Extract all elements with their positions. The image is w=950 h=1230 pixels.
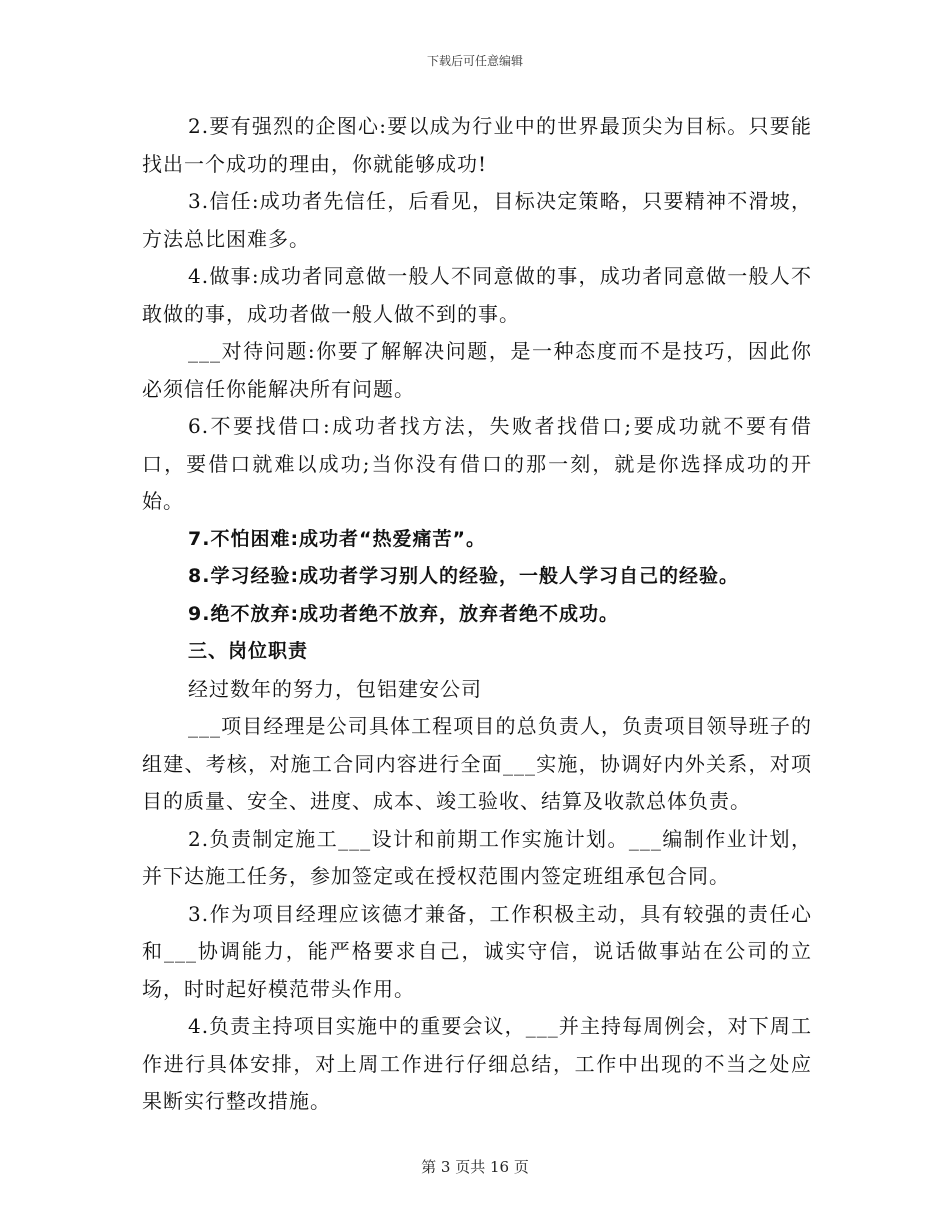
paragraph-not-afraid: 7.不怕困难:成功者“热爱痛苦”。 <box>188 527 487 550</box>
paragraph-duty-4: 4.负责主持项目实施中的重要会议，___并主持每周例会，对下周工作进行具体安排，对上周工作进行仔细总结，工作中出现的不当之处应果断实行整改措施。 <box>142 1014 812 1113</box>
paragraph-intro: 经过数年的努力，包铝建安公司 <box>188 676 482 701</box>
paragraph-duty-2: 2.负责制定施工___设计和前期工作实施计划。___编制作业计划，并下达施工任务，参加签定或在授权范围内签定班组承包合同。 <box>142 826 812 888</box>
paragraph-ambition: 2.要有强烈的企图心:要以成为行业中的世界最顶尖为目标。只要能找出一个成功的理由，你就能够成功! <box>142 114 812 176</box>
paragraph-duty-1: ___项目经理是公司具体工程项目的总负责人，负责项目领导班子的组建、考核，对施工合同内容进行全面___实施，协调好内外关系，对项目的质量、安全、进度、成本、竣工验收、结算及收款总体负责。 <box>142 714 812 813</box>
paragraph-doing: 4.做事:成功者同意做一般人不同意做的事，成功者同意做一般人不敢做的事，成功者做一般人做不到的事。 <box>142 264 812 326</box>
paragraph-problems: ___对待问题:你要了解解决问题，是一种态度而不是技巧，因此你必须信任你能解决所有问题。 <box>142 339 812 401</box>
section-heading: 三、岗位职责 <box>188 640 309 662</box>
paragraph-trust: 3.信任:成功者先信任，后看见，目标决定策略，只要精神不滑坡，方法总比困难多。 <box>142 189 812 251</box>
paragraph-never-give-up: 9.绝不放弃:成功者绝不放弃，放弃者绝不成功。 <box>188 602 620 625</box>
paragraph-learn-experience: 8.学习经验:成功者学习别人的经验，一般人学习自己的经验。 <box>188 565 740 587</box>
document-body <box>142 108 812 1121</box>
page-header: 下载后可任意编辑 <box>426 54 523 68</box>
page-footer: 第 3 页共 16 页 <box>421 1158 529 1176</box>
paragraph-duty-3: 3.作为项目经理应该德才兼备，工作积极主动，具有较强的责任心和___协调能力，能严格要求自己，诚实守信，说话做事站在公司的立场，时时起好模范带头作用。 <box>142 901 812 1001</box>
paragraph-no-excuses: 6.不要找借口:成功者找方法，失败者找借口;要成功就不要有借口，要借口就难以成功;当你没有借口的那一刻，就是你选择成功的开始。 <box>142 414 812 513</box>
